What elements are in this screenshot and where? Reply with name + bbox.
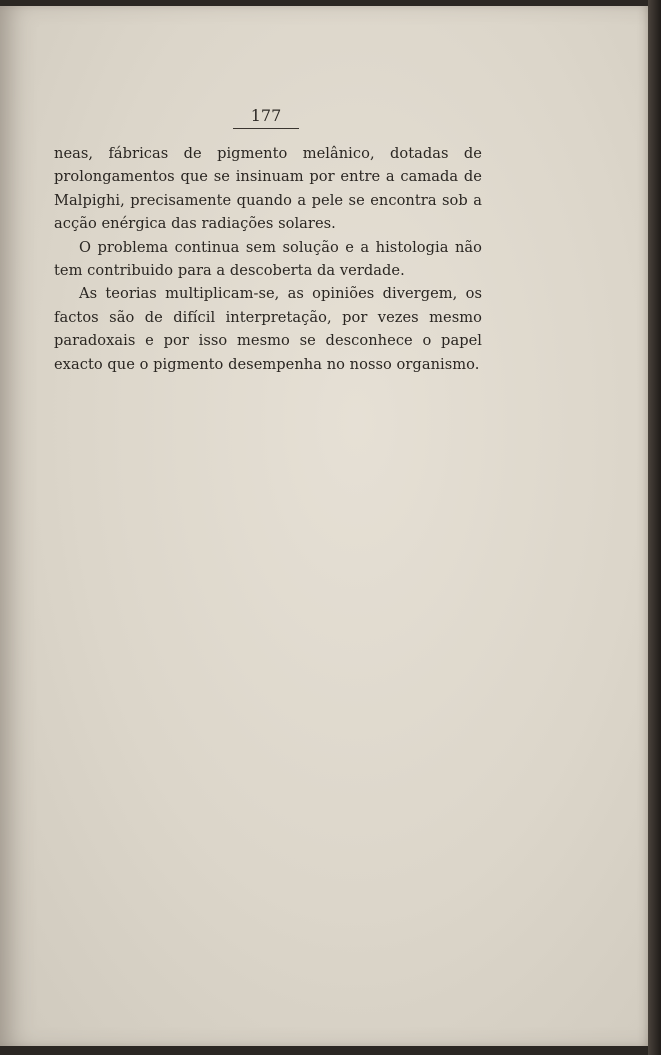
page-edge-shadow xyxy=(648,0,661,1055)
paragraph-theories: As teorias multiplicam-se, as opiniões divergem, os factos são de difícil interpretação, por vezes mesmo paradoxais e por isso mesmo se desconhece o papel exacto que o pigmento desempenha no nosso organismo. xyxy=(54,285,482,373)
paper-sheet xyxy=(0,6,648,1046)
page-number: 177 xyxy=(233,104,299,129)
body-text xyxy=(54,142,482,376)
paragraph-problem: O problema continua sem solução e a histologia não tem contribuido para a descoberta da verdade. xyxy=(54,238,482,280)
paragraph-continuation: neas, fábricas de pigmento melânico, dotadas de prolongamentos que se insinuam por entre a camada de Malpighi, precisamente quando a pele se encontra sob a acção enérgica das radiações solares. xyxy=(54,145,482,233)
